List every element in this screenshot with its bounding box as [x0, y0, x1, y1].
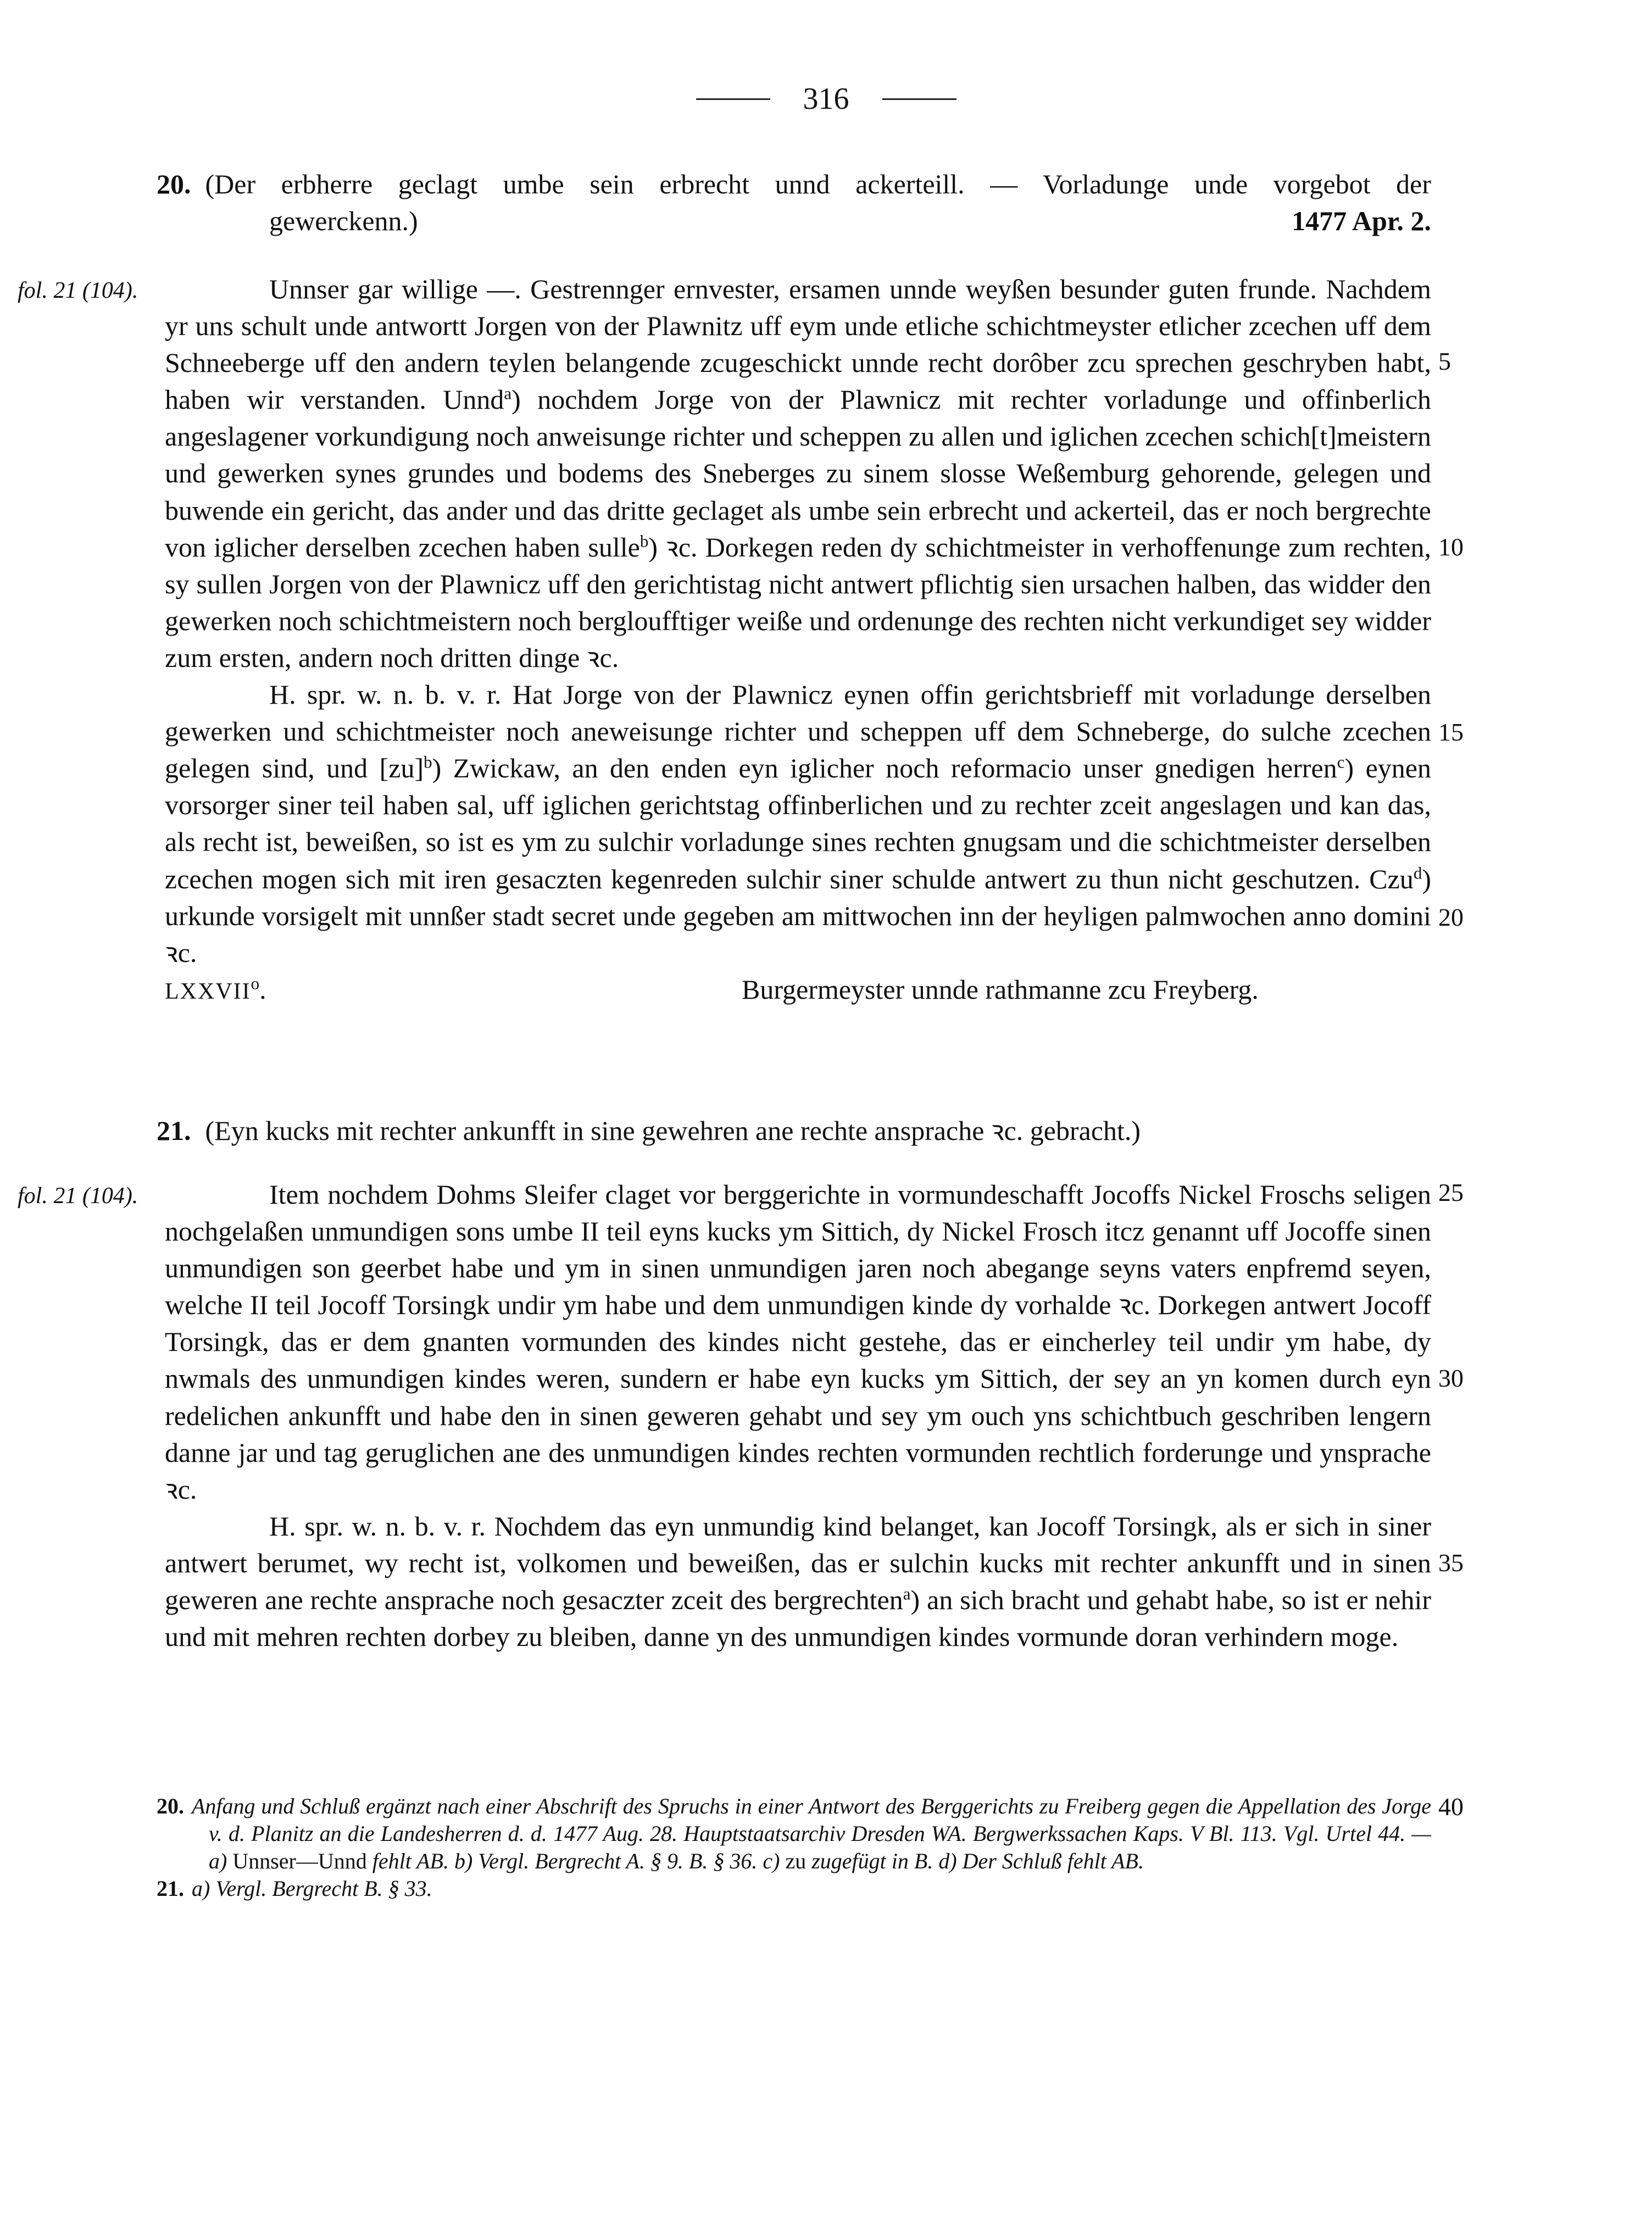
doc20-date: 1477 Apr. 2. — [1292, 205, 1431, 236]
doc20-paragraph-2 — [165, 676, 1431, 971]
closing-year-sup: o — [251, 973, 260, 993]
doc21-number: 21. — [157, 1115, 191, 1146]
footnote-21-number: 21. — [157, 1876, 184, 1901]
doc20-p2-text: H. spr. w. n. b. v. r. Hat Jorge von der Plawnicz eynen offin gerichtsbrieff mit vorladunge derselben gewerken und schichtmeister noch aneweisunge richter und scheppen uff dem Schneberge, do sulche zcechen gelegen sind, und [zu] — [165, 679, 1431, 784]
footnote-20-text-c: fehlt AB. b) Vergl. Bergrecht A. § 9. B. § 36. c) — [372, 1849, 780, 1873]
doc20-title-line2: gewerckenn.) — [269, 205, 418, 236]
line-number-5: 5 — [1438, 347, 1451, 375]
doc20-signature: Burgermeyster unnde rathmanne zcu Freyberg. — [742, 973, 1259, 1005]
footnote-20-text-b: Unnser—Unnd — [232, 1849, 367, 1873]
footnote-21 — [157, 1875, 1431, 1902]
footnote-marker-b: b — [424, 752, 432, 772]
line-number-40: 40 — [1438, 1793, 1464, 1821]
line-number-35: 35 — [1438, 1549, 1464, 1577]
doc20-number: 20. — [157, 169, 191, 199]
footnote-21-text: a) Vergl. Bergrecht B. § 33. — [192, 1876, 432, 1901]
footnote-20-text-a: Anfang und Schluß ergänzt nach einer Abschrift des Spruchs in einer Antwort des Berggerichts zu Freiberg gegen die Appellation des Jorge v. d. Planitz an die Landesherren d. d. 1477 Aug. 28. Hauptstaatsarchiv Dresden WA. Bergwerkssachen Kaps. V Bl. 113. Vgl. Urtel 44. — a) — [192, 1794, 1431, 1873]
line-number-15: 15 — [1438, 718, 1464, 746]
doc21-body — [165, 1176, 1431, 1655]
doc21-title: (Eyn kucks mit rechter ankunfft in sine gewehren ane rechte ansprache ꝛc. gebracht.) — [205, 1115, 1141, 1146]
footnote-marker-b: b — [639, 531, 649, 550]
header-rule-right — [882, 98, 956, 100]
doc20-closing-year: LXXVII$^o$. — [165, 973, 266, 1005]
footnotes — [157, 1793, 1431, 1902]
doc21-heading — [157, 1112, 1431, 1149]
closing-year-text: LXXVII — [165, 978, 251, 1004]
doc21-paragraph-1: Item nochdem Dohms Sleifer claget vor berggerichte in vormundeschafft Jocoffs Nickel Froschs seligen nochgelaßen unmundigen sons umbe II teil eyns kucks ym Sittich, dy Nickel Frosch itcz genannt uff Jocoffe sinen unmundigen son geerbet habe und ym in sinen unmundigen jaren noch abegange seyns vaters enpfremd seyen, welche II teil Jocoff Torsingk undir ym habe und dem unmundigen kinde dy vorhalde ꝛc. Dorkegen antwert Jocoff Torsingk, das er dem gnanten vormunden des kindes nicht gestehe, das er eincherley teil undir ym habe, dy nwmals des unmundigen kindes weren, sundern er habe eyn kucks ym Sittich, der sey an yn komen durch eyn redelichen ankunfft und habe den in sinen geweren gehabt und sey ym ouch yns schichtbuch geschriben lengern danne jar und tag geruglichen ane des unmundigen kindes rechten vormunden rechtlich forderunge und ynsprache ꝛc. — [165, 1179, 1431, 1505]
line-number-30: 30 — [1438, 1364, 1464, 1392]
doc20-p2-text-b: ) Zwickaw, an den enden eyn iglicher noch reformacio unser gnedigen herren — [432, 753, 1337, 784]
doc20-p2-text-c: ) eynen vorsorger siner teil haben sal, uff iglichen gerichtstag offinberlichen und zu rechter zceit angeslagen und kan das, als recht ist, beweißen, so ist es ym zu sulchir vorladunge sines rechten gnugsam und die schichtmeister derselben zcechen mogen sich mit iren gesaczten kegenreden sulchir siner schulde antwert zu thun nicht geschutzen. Czu — [165, 753, 1431, 894]
doc21-p2-text-b: ) an sich bracht und gehabt habe, so ist er nehir und mit mehren rechten dorbey zu bleiben, danne yn des unmundigen kindes vormunde doran verhindern moge. — [165, 1584, 1431, 1653]
page-number: 316 — [803, 82, 849, 116]
footnote-marker-d: d — [1413, 863, 1422, 882]
doc20-body — [165, 271, 1431, 1010]
doc20-p1-text: Unnser gar willige —. Gestrennger ernvester, ersamen unnde weyßen besunder guten frunde. Nachdem yr uns schult unde antwortt Jorgen von der Plawnitz uff eym unde etliche schichtmeyster etlicher zcechen uff dem Schneeberge uff den andern teylen belangende zcugeschickt unnde recht dorôber zcu sprechen geschryben habt, haben wir verstanden. Unnd — [165, 274, 1431, 415]
header-rule-left — [696, 98, 770, 100]
footnote-marker-c: c — [1337, 752, 1345, 772]
line-number-10: 10 — [1438, 533, 1464, 561]
line-number-25: 25 — [1438, 1178, 1464, 1206]
line-number-20: 20 — [1438, 903, 1464, 931]
footnote-20-text-e: zugefügt in B. d) Der Schluß fehlt AB. — [811, 1849, 1144, 1873]
page-header — [0, 77, 1652, 121]
doc20-p1-text-b: ) nochdem Jorge von der Plawnicz mit rechter vorladunge und offinberlich angeslagener vorkundigung noch anweisunge richter und scheppen zu allen und iglichen zcechen schich[t]meistern und gewerken synes grundes und bodems des Sneberges zu sinem slosse Weßemburg gehorende, gelegen und buwende ein gericht, das ander und das dritte geclaget als umbe sein erbrecht und ackerteil, das er noch bergrechte von iglicher derselben zcechen haben sulle — [165, 384, 1431, 563]
doc20-heading — [157, 166, 1431, 240]
doc21-paragraph-2 — [165, 1508, 1431, 1655]
doc20-paragraph-1 — [165, 271, 1431, 676]
footnote-20-text-d: zu — [785, 1849, 806, 1873]
footnote-marker-a: a — [504, 383, 512, 403]
doc20-closing — [165, 971, 1431, 1010]
doc21-p2-text: H. spr. w. n. b. v. r. Nochdem das eyn unmundig kind belanget, kan Jocoff Torsingk, als er sich in siner antwert berumet, wy recht ist, volkomen und beweißen, das er sulchin kucks mit rechter ankunfft und in sinen geweren ane rechte ansprache noch gesaczter zceit des bergrechten — [165, 1510, 1431, 1616]
doc20-p1-text-c: ) ꝛc. Dorkegen reden dy schichtmeister in verhoffenunge zum rechten, sy sullen Jorgen von der Plawnicz uff den gerichtistag nicht antwert pflichtig sien ursachen halben, das widder den gewerken noch schichtmeistern noch bergloufftiger weiße und ordenunge des rechten nicht verkundiget sey widder zum ersten, andern noch dritten dinge ꝛc. — [165, 531, 1431, 673]
doc21-folio: fol. 21 (104). — [18, 1183, 138, 1209]
doc20-p2-text-d: ) urkunde vorsigelt mit unnßer stadt secret unde gegeben am mittwochen inn der heyligen palmwochen anno domini ꝛc. — [165, 863, 1431, 968]
doc20-title-line1: (Der erbherre geclagt umbe sein erbrecht unnd ackerteill. — Vorladunge unde vorgebot der — [205, 169, 1431, 199]
doc20-folio: fol. 21 (104). — [18, 278, 138, 303]
footnote-20-number: 20. — [157, 1794, 184, 1818]
footnote-20 — [157, 1793, 1431, 1875]
footnote-marker-a: a — [903, 1584, 911, 1604]
